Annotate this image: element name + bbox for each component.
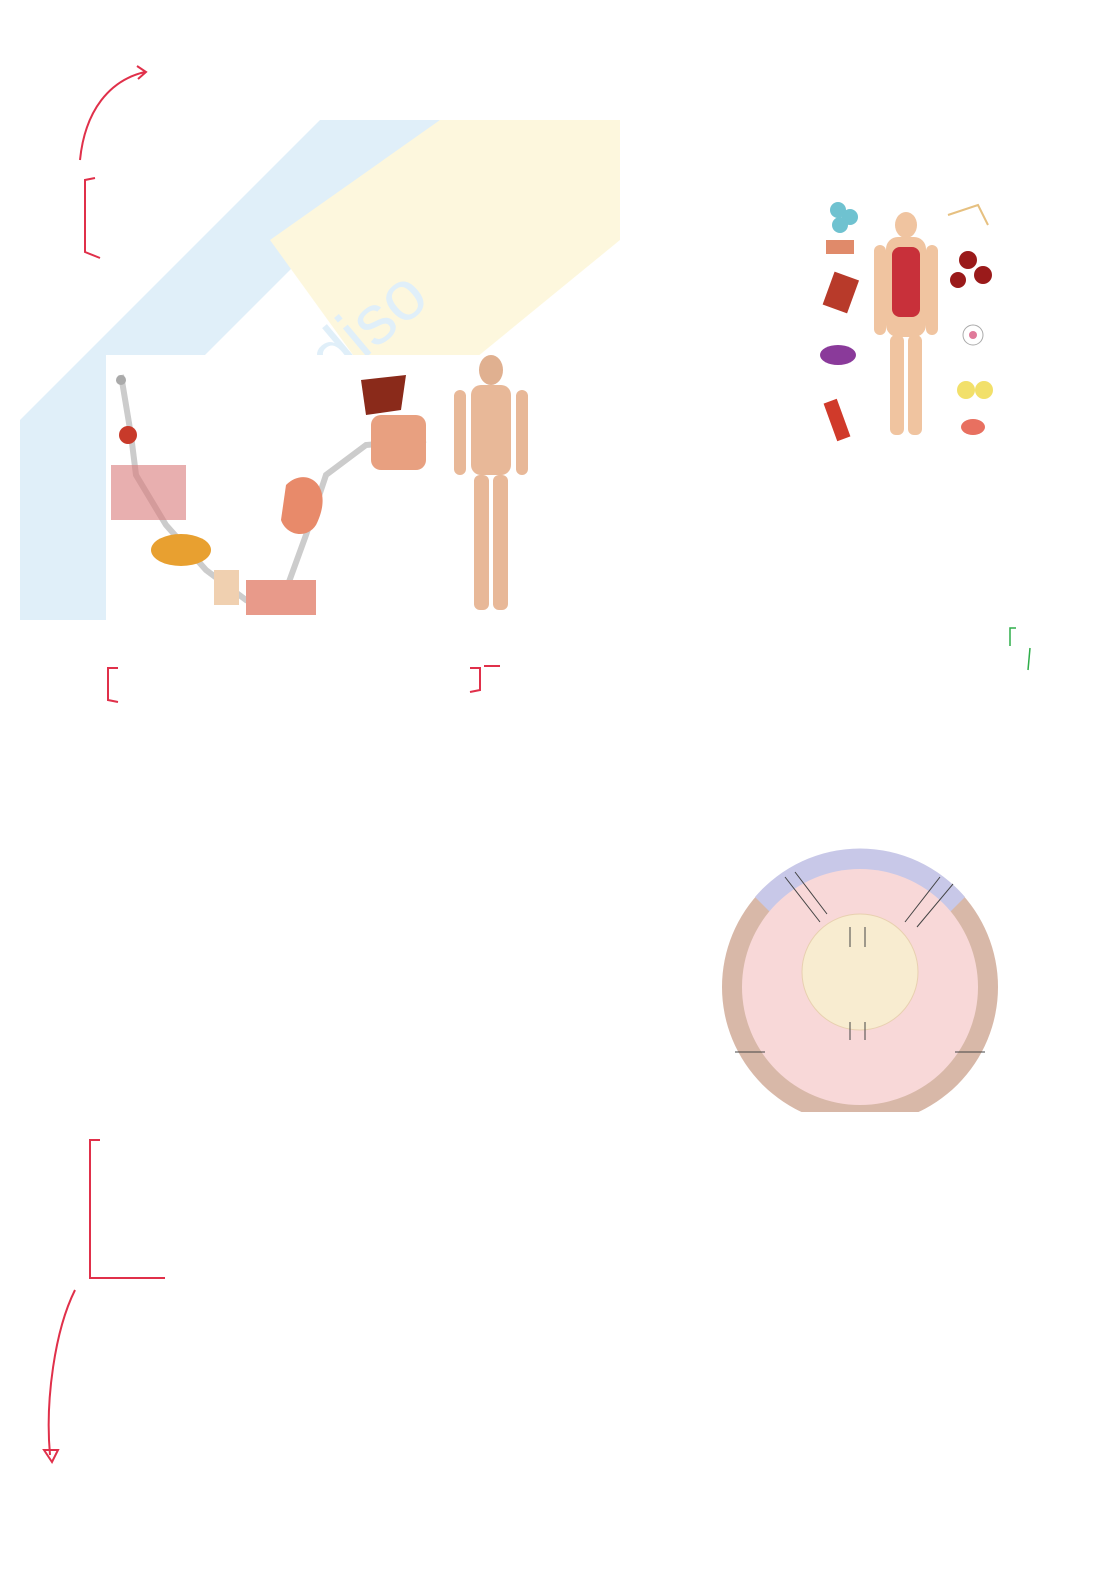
organization-levels-figure (106, 355, 546, 620)
homeostasis-diagram (695, 822, 1005, 1112)
cellular-differentiation-figure (808, 165, 1004, 445)
